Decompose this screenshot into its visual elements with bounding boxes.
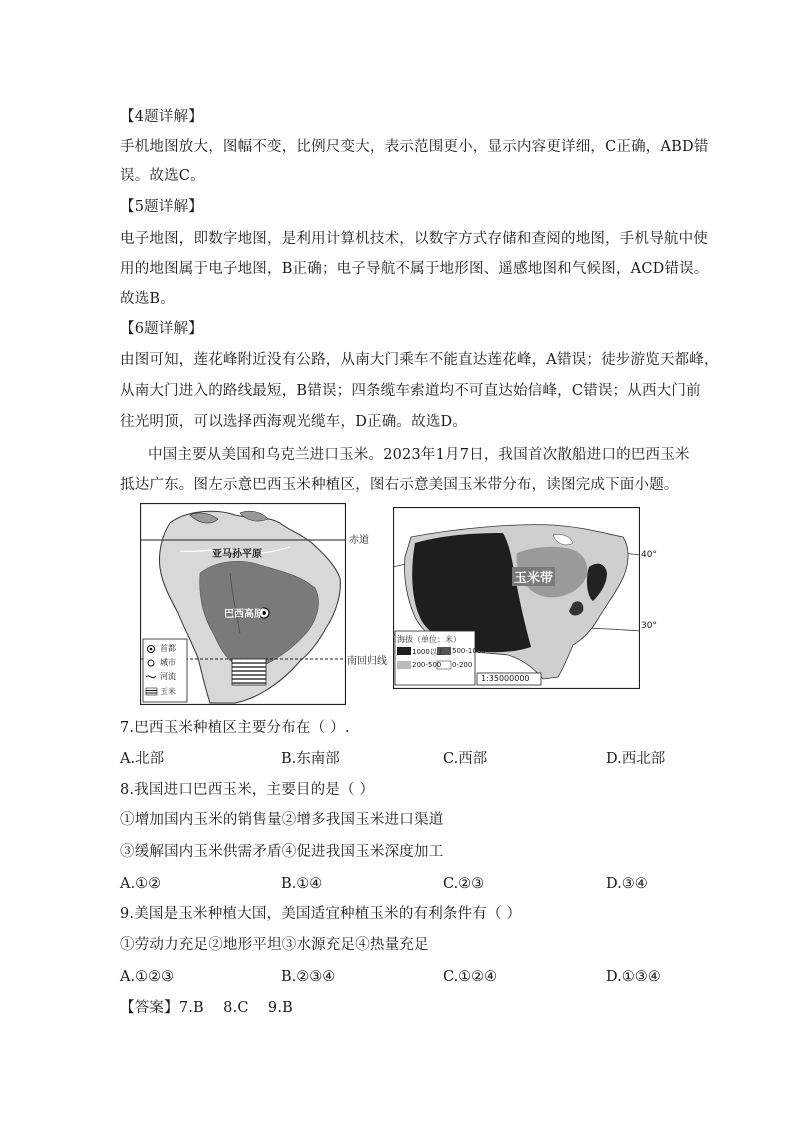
legend-city: 城市 [160, 658, 176, 667]
brazil-map [140, 503, 346, 705]
tropic-label: 南回归线 [347, 656, 387, 667]
q9-option-b: B.②③④ [281, 969, 336, 985]
map-scale: 1:35000000 [481, 674, 530, 683]
elevation-legend-title: 海拔（单位：米） [397, 635, 461, 644]
corn-belt-label: 玉米带 [512, 567, 555, 586]
q9-stem: 9.美国是玉米种植大国，美国适宜种植玉米的有利条件有（ ） [120, 906, 522, 922]
section-5-header: 【5题详解】 [120, 199, 203, 215]
lat-40-label: 40° [641, 550, 657, 560]
q8-stem: 8.我国进口巴西玉米，主要目的是（ ） [120, 782, 375, 798]
legend-elev-1000-plus: 1000以上 [412, 648, 444, 656]
q8-option-d: D.③④ [606, 876, 648, 892]
section-4-header: 【4题详解】 [120, 109, 203, 125]
q9-option-d: D.①③④ [606, 969, 661, 985]
q8-option-c: C.②③ [443, 876, 485, 892]
section-6-header: 【6题详解】 [120, 321, 203, 337]
amazon-plain-label: 亚马孙平原 [212, 549, 262, 560]
legend-capital: 首都 [160, 644, 176, 653]
q8-statements-2: ③缓解国内玉米供需矛盾④促进我国玉米深度加工 [120, 844, 444, 860]
legend-corn: 玉米 [160, 687, 176, 696]
corn-area-hatch [232, 659, 266, 685]
q8-statements-1: ①增加国内玉米的销售量②增多我国玉米进口渠道 [120, 812, 444, 828]
usa-map [393, 507, 640, 689]
legend-elev-200-500: 200-500 [412, 661, 442, 669]
q7-stem: 7.巴西玉米种植区主要分布在（ ）. [120, 720, 350, 736]
section-5-line-2: 用的地图属于电子地图，B正确；电子导航不属于地形图、遥感地图和气候图，ACD错误。 [120, 261, 709, 277]
equator-label: 赤道 [349, 535, 369, 546]
q9-option-c: C.①②④ [443, 969, 498, 985]
brazil-plateau-label: 巴西高原 [224, 609, 264, 620]
answer-line [120, 998, 293, 1018]
section-6-line-3: 往光明顶，可以选择西海观光缆车，D正确。故选D。 [120, 414, 468, 430]
q7-option-b: B.东南部 [281, 751, 340, 767]
section-4-line-1: 手机地图放大，图幅不变，比例尺变大，表示范围更小，显示内容更详细，C正确，ABD错 [120, 139, 709, 155]
legend-elev-500-1000: 500-1000 [452, 647, 486, 655]
answer-text: 7.B 8.C 9.B [178, 1000, 293, 1016]
intro-line-2: 抵达广东。图左示意巴西玉米种植区，图右示意美国玉米带分布，读图完成下面小题。 [120, 477, 679, 493]
q8-option-a: A.①② [120, 876, 162, 892]
section-5-line-1: 电子地图，即数字地图，是利用计算机技术，以数字方式存储和查阅的地图，手机导航中使 [120, 231, 708, 247]
q8-option-b: B.①④ [281, 876, 323, 892]
q7-option-c: C.西部 [443, 751, 488, 767]
legend-elev-0-200: 0-200 [452, 661, 473, 669]
answer-label: 【答案】 [120, 1000, 179, 1016]
section-6-line-1: 由图可知，莲花峰附近没有公路，从南大门乘车不能直达莲花峰，A错误；徒步游览天都峰， [120, 352, 719, 368]
lat-30-label: 30° [641, 621, 657, 631]
q7-option-d: D.西北部 [606, 751, 666, 767]
section-4-line-2: 误。故选C。 [120, 168, 205, 184]
section-5-line-3: 故选B。 [120, 291, 175, 307]
intro-line-1: 中国主要从美国和乌克兰进口玉米。2023年1月7日，我国首次散船进口的巴西玉米 [148, 447, 690, 463]
section-6-line-2: 从南大门进入的路线最短，B错误；四条缆车索道均不可直达始信峰，C错误；从西大门前 [120, 383, 701, 399]
legend-river: 河流 [160, 672, 176, 681]
q9-option-a: A.①②③ [120, 969, 175, 985]
q7-option-a: A.北部 [120, 751, 165, 767]
q9-statements: ①劳动力充足②地形平坦③水源充足④热量充足 [120, 937, 429, 953]
